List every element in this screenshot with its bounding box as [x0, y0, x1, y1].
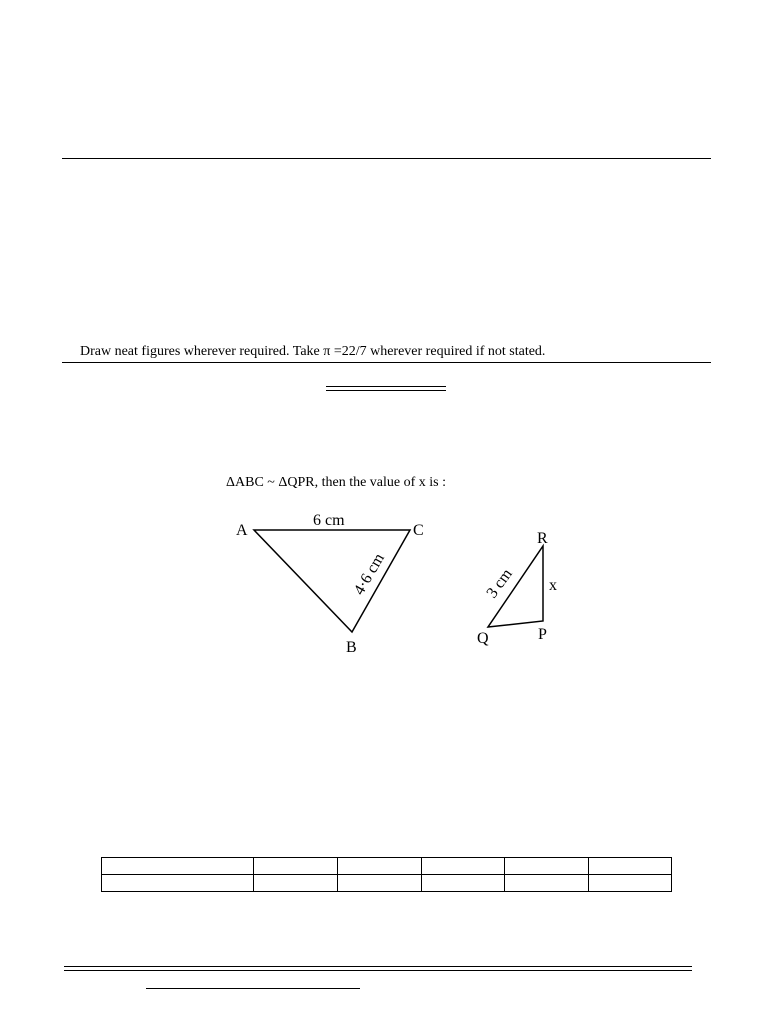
vertex-label-p: P [538, 626, 547, 643]
general-instructions: Draw neat figures wherever required. Take π =22/7 wherever required if not stated. [80, 344, 546, 359]
table-cell [422, 858, 505, 875]
vertex-label-q: Q [477, 630, 489, 647]
footer-rule-top [64, 966, 692, 967]
table-cell [589, 858, 672, 875]
vertex-label-b: B [346, 639, 357, 656]
vertex-label-c: C [413, 522, 424, 539]
footer-short-rule [146, 988, 360, 989]
table-cell [422, 875, 505, 892]
vertex-label-r: R [537, 530, 548, 547]
table-cell [338, 875, 422, 892]
table-row [102, 858, 672, 875]
vertex-label-a: A [236, 522, 248, 539]
side-label-qr: 3 cm [483, 565, 516, 602]
table-cell [254, 875, 338, 892]
table-cell [505, 858, 589, 875]
side-label-ac: 6 cm [313, 512, 345, 529]
triangle-abc [254, 530, 410, 632]
table-row [102, 875, 672, 892]
table-cell [589, 875, 672, 892]
footer-rule-bottom [64, 970, 692, 971]
table-cell [102, 858, 254, 875]
section-underline-top [326, 386, 446, 387]
table-cell [102, 875, 254, 892]
table-cell [254, 858, 338, 875]
table-cell [505, 875, 589, 892]
header-rule [62, 158, 711, 159]
instructions-rule [62, 362, 711, 363]
table-cell [338, 858, 422, 875]
side-label-pr: x [549, 577, 557, 594]
side-label-cb: 4·6 cm [350, 550, 388, 598]
answer-table [101, 857, 672, 892]
question-text: ΔABC ~ ΔQPR, then the value of x is : [226, 475, 447, 490]
section-underline-bottom [326, 390, 446, 391]
similar-triangles-figure [220, 500, 580, 665]
